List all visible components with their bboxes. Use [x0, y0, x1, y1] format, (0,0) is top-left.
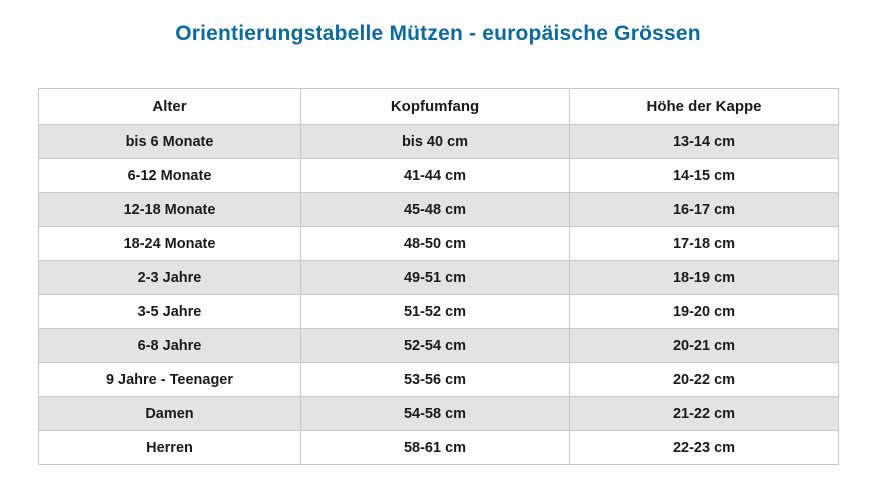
table-row — [39, 397, 839, 431]
cell-kopfumfang: 58-61 cm — [301, 431, 570, 465]
table-row — [39, 431, 839, 465]
cell-hoehe: 13-14 cm — [570, 125, 839, 159]
cell-alter: 12-18 Monate — [39, 193, 301, 227]
cell-alter: 3-5 Jahre — [39, 295, 301, 329]
cell-kopfumfang: 51-52 cm — [301, 295, 570, 329]
cell-hoehe: 20-21 cm — [570, 329, 839, 363]
cell-kopfumfang: 48-50 cm — [301, 227, 570, 261]
table-row — [39, 363, 839, 397]
table-header — [39, 89, 839, 125]
table-header-row — [39, 89, 839, 125]
cell-alter: 2-3 Jahre — [39, 261, 301, 295]
cell-hoehe: 22-23 cm — [570, 431, 839, 465]
cell-kopfumfang: bis 40 cm — [301, 125, 570, 159]
cell-alter: 18-24 Monate — [39, 227, 301, 261]
cell-hoehe: 16-17 cm — [570, 193, 839, 227]
cell-hoehe: 17-18 cm — [570, 227, 839, 261]
cell-alter: 6-8 Jahre — [39, 329, 301, 363]
table-row — [39, 125, 839, 159]
cell-hoehe: 21-22 cm — [570, 397, 839, 431]
cell-kopfumfang: 52-54 cm — [301, 329, 570, 363]
cell-hoehe: 19-20 cm — [570, 295, 839, 329]
page-title: Orientierungstabelle Mützen - europäische Grössen — [175, 22, 701, 45]
cell-hoehe: 20-22 cm — [570, 363, 839, 397]
column-header-alter: Alter — [39, 89, 301, 125]
cell-kopfumfang: 49-51 cm — [301, 261, 570, 295]
cell-kopfumfang: 53-56 cm — [301, 363, 570, 397]
cell-alter: Damen — [39, 397, 301, 431]
table-body — [39, 125, 839, 465]
cell-alter: bis 6 Monate — [39, 125, 301, 159]
table-row — [39, 329, 839, 363]
table-row — [39, 159, 839, 193]
cell-hoehe: 14-15 cm — [570, 159, 839, 193]
cell-alter: 6-12 Monate — [39, 159, 301, 193]
column-header-kopfumfang: Kopfumfang — [301, 89, 570, 125]
cell-kopfumfang: 41-44 cm — [301, 159, 570, 193]
table-row — [39, 295, 839, 329]
table-row — [39, 227, 839, 261]
cell-alter: 9 Jahre - Teenager — [39, 363, 301, 397]
cell-alter: Herren — [39, 431, 301, 465]
cell-kopfumfang: 54-58 cm — [301, 397, 570, 431]
size-table — [38, 88, 839, 465]
size-table-container — [38, 88, 838, 465]
table-row — [39, 261, 839, 295]
cell-kopfumfang: 45-48 cm — [301, 193, 570, 227]
table-row — [39, 193, 839, 227]
column-header-hoehe-der-kappe: Höhe der Kappe — [570, 89, 839, 125]
cell-hoehe: 18-19 cm — [570, 261, 839, 295]
